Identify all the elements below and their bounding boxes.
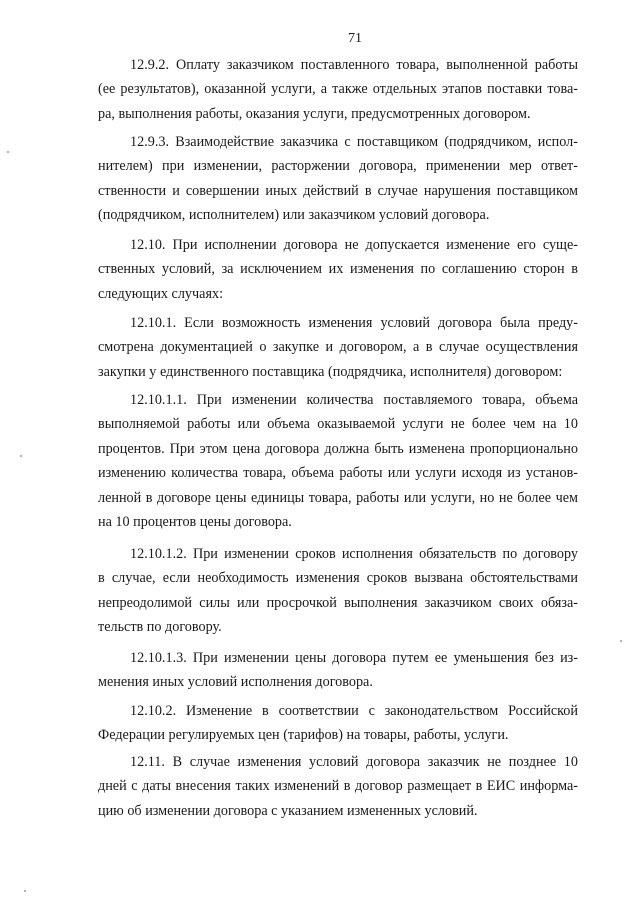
paragraph-line: ственности и совершении иных действий в случае нарушения поставщиком bbox=[98, 182, 578, 199]
paragraph-line: (ее результатов), оказанной услуги, а также отдельных этапов поставки това- bbox=[98, 81, 578, 98]
paragraph-line: на 10 процентов цены договора. bbox=[98, 513, 292, 530]
paragraph-line: 12.10.1.1. При изменении количества поставляемого товара, объема bbox=[130, 392, 578, 408]
paragraph-line: 12.10.1.3. При изменении цены договора путем ее уменьшения без из- bbox=[130, 650, 578, 666]
paragraph-12-10-1 bbox=[98, 311, 578, 384]
paragraph-line: непреодолимой силы или просрочкой выполнения заказчиком своих обяза- bbox=[98, 594, 578, 611]
paragraph-12-10-1-3 bbox=[98, 646, 578, 695]
paragraph-line: 12.11. В случае изменения условий договора заказчик не позднее 10 bbox=[130, 754, 578, 770]
paragraph-line: ленной в договоре цены единицы товара, работы или услуги, но не более чем bbox=[98, 489, 578, 506]
paragraph-line: 12.10.1.2. При изменении сроков исполнения обязательств по договору bbox=[130, 546, 578, 562]
paragraph-12-11 bbox=[98, 750, 578, 823]
paragraph-line: 12.10.1. Если возможность изменения условий договора была преду- bbox=[130, 315, 578, 331]
paragraph-line: (подрядчиком, исполнителем) или заказчиком условий договора. bbox=[98, 207, 490, 224]
paragraph-line: следующих случаях: bbox=[98, 285, 224, 302]
paragraph-line: цию об изменении договора с указанием измененных условий. bbox=[98, 802, 478, 819]
page-number: 71 bbox=[348, 31, 362, 46]
paragraph-line: тельств по договору. bbox=[98, 619, 222, 636]
paragraph-12-10-1-2 bbox=[98, 542, 578, 640]
paragraph-line: процентов. При этом цена договора должна быть изменена пропорционально bbox=[98, 440, 578, 457]
paragraph-12-9-2 bbox=[98, 53, 578, 126]
paragraph-line: закупки у единственного поставщика (подрядчика, исполнителя) договором: bbox=[98, 363, 563, 380]
paragraph-line: 12.10.2. Изменение в соответствии с законодательством Российской bbox=[130, 703, 578, 719]
paragraph-line: нителем) при изменении, расторжении договора, применении мер ответ- bbox=[98, 158, 578, 175]
paragraph-12-10-2 bbox=[98, 699, 578, 748]
scan-speck bbox=[20, 455, 22, 457]
scan-speck bbox=[7, 151, 9, 153]
paragraph-line: менения иных условий исполнения договора. bbox=[98, 674, 373, 691]
paragraph-line: смотрена документацией о закупке и договором, а в случае осуществления bbox=[98, 339, 578, 356]
paragraph-line: дней с даты внесения таких изменений в договор размещает в ЕИС информа- bbox=[98, 778, 578, 795]
paragraph-12-10-1-1 bbox=[98, 388, 578, 534]
scan-speck bbox=[620, 640, 622, 642]
paragraph-line: 12.9.3. Взаимодействие заказчика с поставщиком (подрядчиком, испол- bbox=[130, 134, 578, 150]
paragraph-line: ственных условий, за исключением их изменения по соглашению сторон в bbox=[98, 261, 578, 278]
paragraph-line: изменению количества товара, объема работы или услуги исходя из установ- bbox=[98, 465, 578, 482]
paragraph-line: выполняемой работы или объема оказываемой услуги не более чем на 10 bbox=[98, 416, 578, 433]
paragraph-line: Федерации регулируемых цен (тарифов) на товары, работы, услуги. bbox=[98, 727, 509, 744]
scan-speck bbox=[24, 890, 26, 892]
paragraph-line: 12.9.2. Оплату заказчиком поставленного товара, выполненной работы bbox=[130, 57, 578, 73]
paragraph-12-10 bbox=[98, 233, 578, 306]
paragraph-line: 12.10. При исполнении договора не допускается изменение его суще- bbox=[130, 237, 578, 253]
paragraph-line: ра, выполнения работы, оказания услуги, предусмотренных договором. bbox=[98, 105, 531, 122]
paragraph-line: в случае, если необходимость изменения сроков вызвана обстоятельствами bbox=[98, 570, 578, 587]
paragraph-12-9-3 bbox=[98, 130, 578, 228]
